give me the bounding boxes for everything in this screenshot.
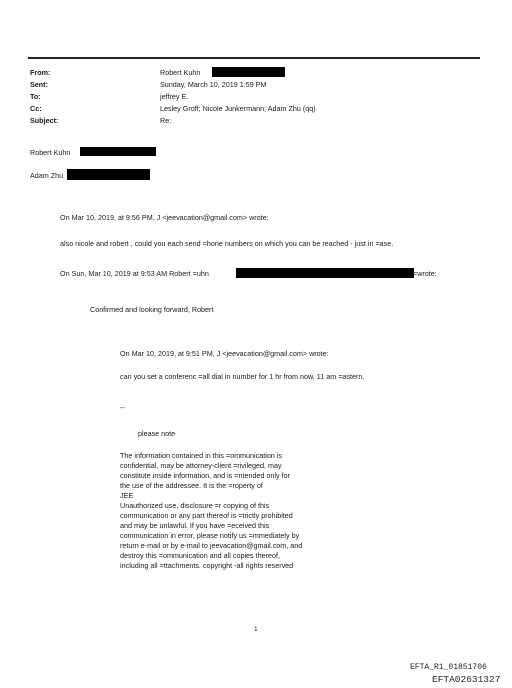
disclaimer-line: confidential, may be attorney-client =rivileged, may [120,461,282,470]
message-body: can you set a conferenc =all dial in number for 1 hr from now, 11 am =astern. [120,372,365,381]
disclaimer-line: Unauthorized use, disclosure =r copying of this [120,501,270,510]
bates-number: EFTA02631327 [432,674,501,685]
disclaimer-line: the use of the addressee. It is the =roperty of [120,481,263,490]
disclaimer-line: return e-mail or by e-mail to jeevacation@gmail.com, and [120,541,303,550]
disclaimer-line: communication or any part thereof is =trictly prohibited [120,511,293,520]
disclaimer [120,451,360,571]
signature-separator: -- [120,403,125,412]
redaction-bar [236,268,414,278]
cc-label: Cc: [30,104,42,113]
message-intro: On Sun, Mar 10, 2019 at 9:53 AM Robert =uhn [60,269,209,278]
redaction-bar [212,67,285,77]
disclaimer-line: destroy this =ommunication and all copies thereof, [120,551,281,560]
sent-label: Sent: [30,80,48,89]
contact-name: Robert Kuhn [30,148,71,157]
message-body: also nicole and robert , could you each send =hone numbers on which you can be reached - just in =ase. [60,239,394,248]
disclaimer-line: The information contained in this =ommunication is [120,451,283,460]
from-label: From: [30,68,51,77]
message-intro: On Mar 10, 2019, at 9:56 PM, J <jeevacation@gmail.com> wrote: [60,213,269,222]
header-rule [28,57,480,59]
cc-value: Lesley Groff; Nicole Junkermann; Adam Zhu (qq) [160,104,316,113]
page-number: 1 [254,626,258,633]
from-value: Robert Kuhn [160,68,201,77]
to-value: jeffrey E. [160,92,189,101]
to-label: To: [30,92,41,101]
disclaimer-line: including all =ttachments. copyright -all rights reserved [120,561,294,570]
message-body: Confirmed and looking forward, Robert [90,305,214,314]
message-intro: On Mar 10, 2019, at 9:51 PM, J <jeevacation@gmail.com> wrote: [120,349,329,358]
document-id: EFTA_R1_01851706 [410,663,487,672]
disclaimer-line: JEE [120,491,134,500]
disclaimer-line: constitute inside information, and is =ntended only for [120,471,291,480]
note-heading: please note [138,429,176,438]
subject-label: Subject: [30,116,59,125]
redaction-bar [80,147,156,156]
disclaimer-line: communication in error, please notify us =mmediately by [120,531,300,540]
subject-value: Re: [160,116,172,125]
message-intro-end: =wrote: [413,269,437,278]
redaction-bar [67,169,150,180]
contact-name: Adam Zhu [30,171,64,180]
disclaimer-line: and may be unlawful. If you have =eceived this [120,521,270,530]
sent-value: Sunday, March 10, 2019 1:59 PM [160,80,267,89]
